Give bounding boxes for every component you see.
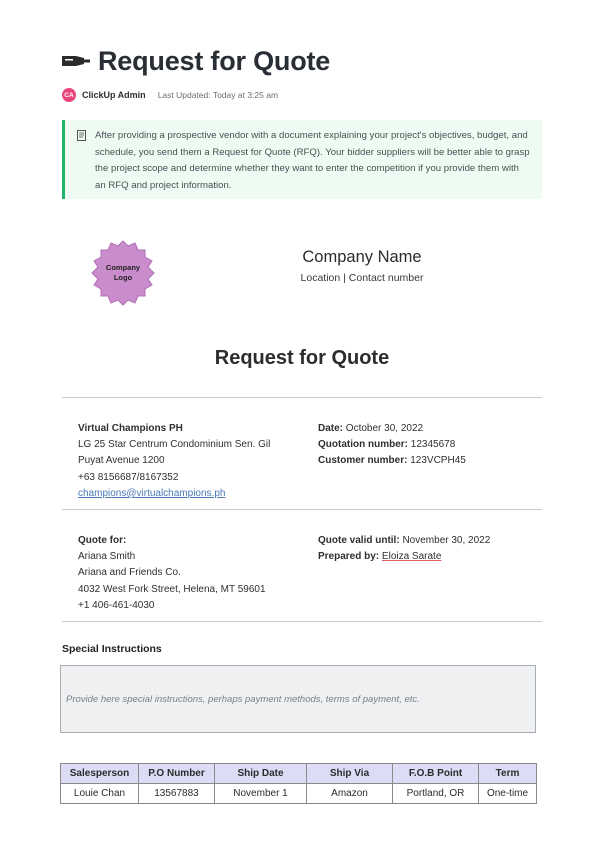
author-name[interactable]: ClickUp Admin	[82, 90, 146, 100]
cell-po-number: 13567883	[139, 784, 215, 804]
table-header-row	[61, 764, 537, 784]
special-instructions-box[interactable]	[60, 665, 536, 733]
sender-address-line-2: Puyat Avenue 1200	[78, 455, 165, 467]
info-callout	[62, 120, 542, 199]
cell-ship-date: November 1	[215, 784, 307, 804]
divider	[62, 621, 542, 622]
quotation-number-label: Quotation number:	[318, 439, 408, 451]
column-header-ship-via: Ship Via	[307, 764, 393, 784]
shipping-table	[60, 763, 537, 804]
sender-name: Virtual Champions PH	[78, 423, 183, 434]
sender-email-link[interactable]: champions@virtualchampions.ph	[78, 487, 226, 499]
column-header-salesperson: Salesperson	[61, 764, 139, 784]
quote-for-label: Quote for:	[78, 535, 127, 546]
cell-term: One-time	[479, 784, 537, 804]
avatar[interactable]: CA	[62, 88, 76, 102]
quote-for-block	[78, 533, 266, 614]
sender-phone: +63 8156687/8167352	[78, 471, 179, 483]
valid-until-row	[318, 533, 490, 549]
validity-block	[318, 533, 490, 565]
quotation-number-row	[318, 437, 466, 453]
customer-number-value: 123VCPH45	[410, 455, 466, 467]
quotation-number-value: 12345678	[410, 439, 456, 451]
sender-address-line-1: LG 25 Star Centrum Condominium Sen. Gil	[78, 439, 271, 451]
date-value: October 30, 2022	[345, 423, 424, 434]
divider	[62, 509, 542, 510]
logo-line-1: Company	[105, 263, 141, 272]
last-updated: Last Updated: Today at 3:25 am	[157, 90, 279, 100]
special-instructions-text: Provide here special instructions, perhaps payment methods, terms of payment, etc.	[66, 693, 420, 705]
divider	[62, 397, 542, 398]
logo-line-2: Logo	[113, 273, 133, 282]
company-name: Company Name	[302, 248, 422, 266]
logo-text	[90, 240, 156, 306]
callout-text: After providing a prospective vendor with a document explaining your project's objectives, budget, and schedule, you send them a Request for Quote (RFQ). Your bidder suppliers will be better able to grasp the project scope and determine whether they want to enter the competition if you provide them with an RFQ and project information.	[95, 130, 530, 191]
column-header-ship-date: Ship Date	[215, 764, 307, 784]
page-title-text: Request for Quote	[98, 45, 331, 76]
sender-block	[78, 421, 270, 502]
client-phone: +1 406-461-4030	[78, 599, 155, 611]
prepared-by-value: Eloiza Sarate	[381, 551, 442, 563]
column-header-fob-point: F.O.B Point	[393, 764, 479, 784]
client-name: Ariana Smith	[78, 551, 136, 563]
company-logo	[90, 240, 156, 306]
document-heading: Request for Quote	[214, 347, 390, 369]
client-company: Ariana and Friends Co.	[78, 567, 181, 579]
pen-icon	[62, 52, 90, 70]
column-header-term: Term	[479, 764, 537, 784]
cell-salesperson: Louie Chan	[61, 784, 139, 804]
valid-until-value: November 30, 2022	[402, 535, 491, 546]
table-row	[61, 784, 537, 804]
cell-ship-via: Amazon	[307, 784, 393, 804]
cell-fob-point: Portland, OR	[393, 784, 479, 804]
prepared-by-label: Prepared by:	[318, 551, 380, 563]
company-location-contact: Location | Contact number	[300, 272, 424, 284]
valid-until-label: Quote valid until:	[318, 535, 400, 546]
client-address: 4032 West Fork Street, Helena, MT 59601	[78, 583, 266, 595]
document-icon	[77, 130, 86, 141]
customer-number-label: Customer number:	[318, 455, 408, 467]
special-instructions-label: Special Instructions	[62, 643, 162, 655]
page-meta	[62, 88, 278, 102]
column-header-po-number: P.O Number	[139, 764, 215, 784]
customer-number-row	[318, 453, 466, 469]
quote-meta-block	[318, 421, 466, 470]
date-row	[318, 421, 466, 437]
prepared-by-row	[318, 549, 490, 565]
page-title	[62, 44, 330, 78]
date-label: Date:	[318, 423, 344, 434]
